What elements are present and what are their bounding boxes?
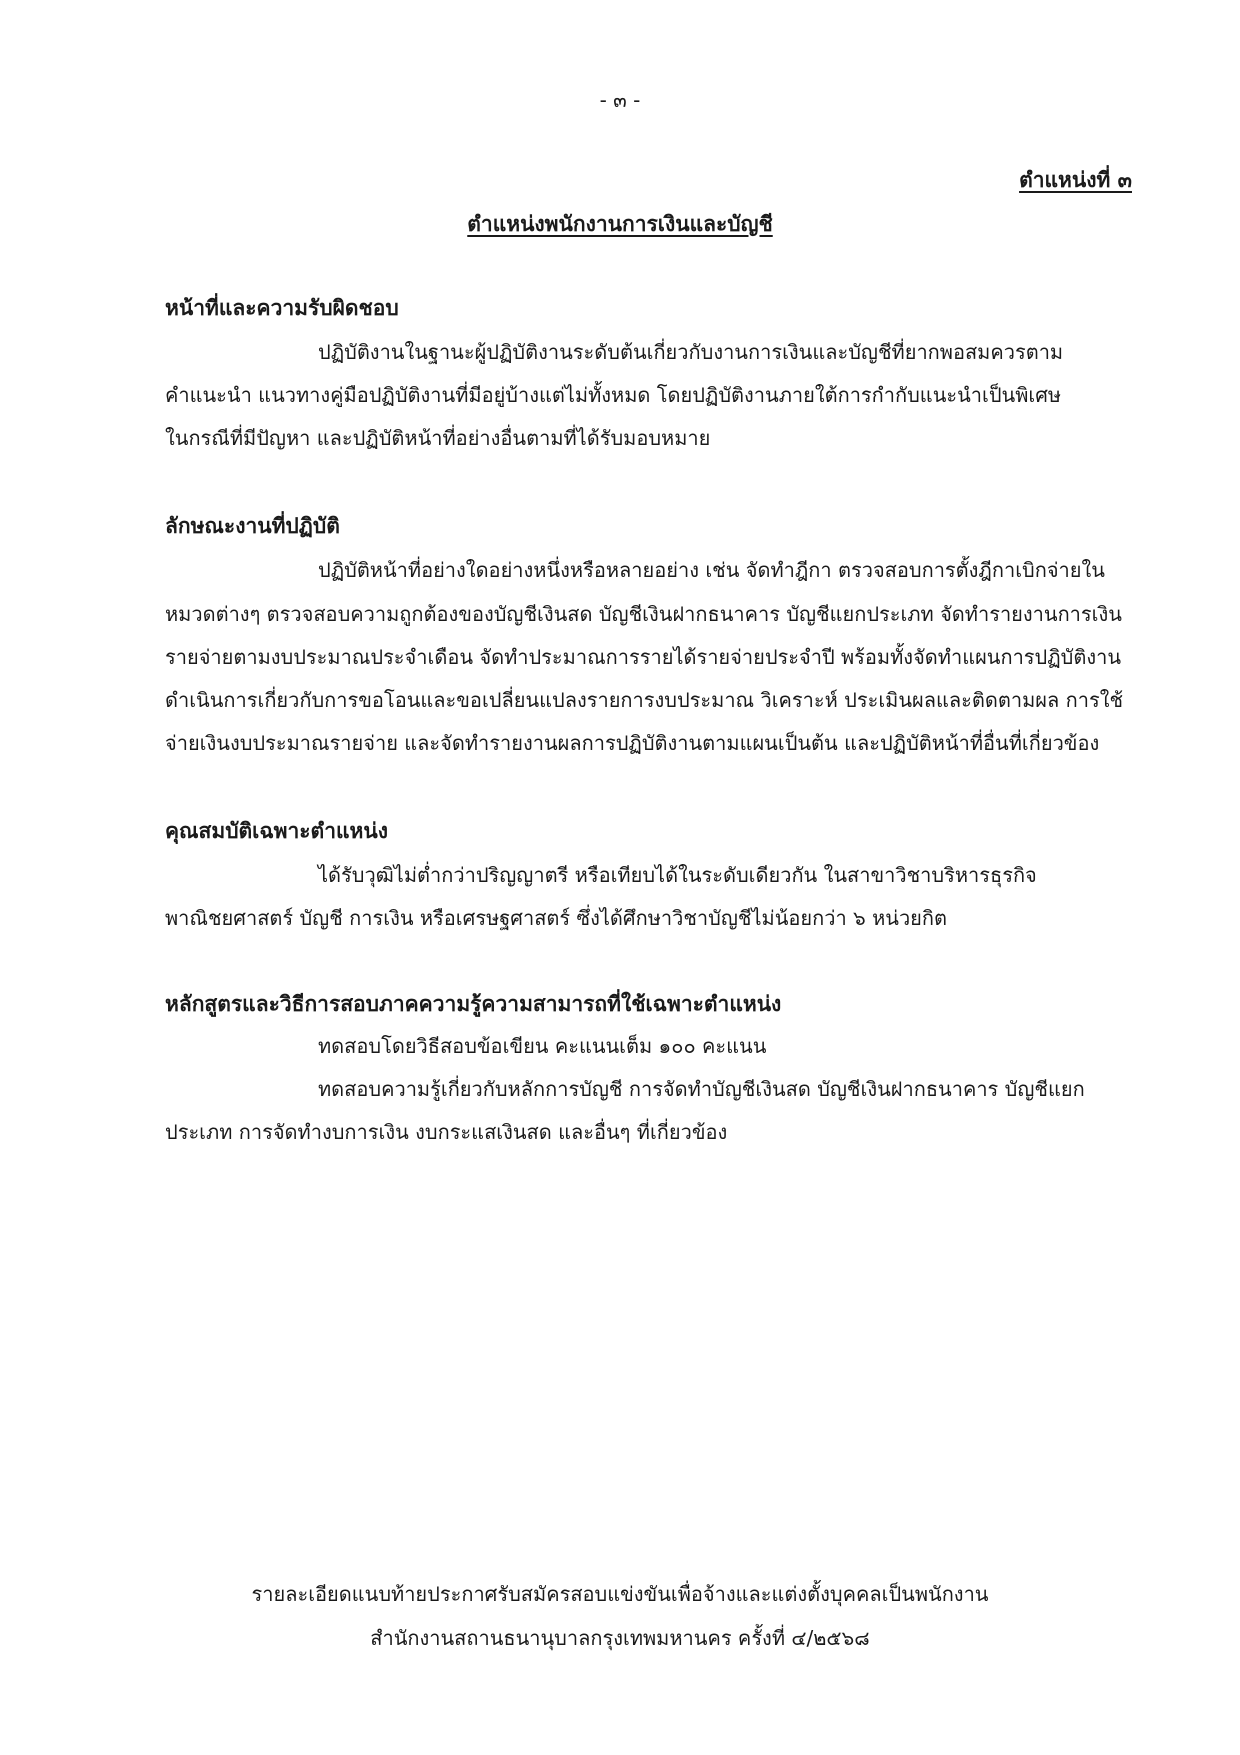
work-nature-line-5: จ่ายเงินงบประมาณรายจ่าย และจัดทำรายงานผลการปฏิบัติงานตามแผนเป็นต้น และปฏิบัติหน้าที่อื่นที่เกี่ยวข้อง <box>165 731 1100 755</box>
work-nature-line-1: ปฏิบัติหน้าที่อย่างใดอย่างหนึ่งหรือหลายอย่าง เช่น จัดทำฎีกา ตรวจสอบการตั้งฎีกาเบิกจ่ายใน <box>318 558 1105 582</box>
duties-line-1: ปฏิบัติงานในฐานะผู้ปฏิบัติงานระดับต้นเกี่ยวกับงานการเงินและบัญชีที่ยากพอสมควรตาม <box>318 340 1064 364</box>
work-nature-line-3: รายจ่ายตามงบประมาณประจำเดือน จัดทำประมาณการรายได้รายจ่ายประจำปี พร้อมทั้งจัดทำแผนการปฏิบัติงาน <box>165 645 1122 669</box>
work-nature-line-2: หมวดต่างๆ ตรวจสอบความถูกต้องของบัญชีเงินสด บัญชีเงินฝากธนาคาร บัญชีแยกประเภท จัดทำรายงานการเงิน <box>165 602 1122 626</box>
duties-line-3: ในกรณีที่มีปัญหา และปฏิบัติหน้าที่อย่างอื่นตามที่ได้รับมอบหมาย <box>165 426 711 450</box>
exam-line-1: ทดสอบโดยวิธีสอบข้อเขียน คะแนนเต็ม ๑๐๐ คะแนน <box>318 1034 767 1058</box>
position-label: ตำแหน่งที่ ๓ <box>1019 168 1132 192</box>
qualifications-line-2: พาณิชยศาสตร์ บัญชี การเงิน หรือเศรษฐศาสตร์ ซึ่งได้ศึกษาวิชาบัญชีไม่น้อยกว่า ๖ หน่วยกิต <box>165 906 947 930</box>
section-heading-qualifications: คุณสมบัติเฉพาะตำแหน่ง <box>165 819 388 843</box>
page-number: - ๓ - <box>599 88 641 112</box>
footer-line-1: รายละเอียดแนบท้ายประกาศรับสมัครสอบแข่งขันเพื่อจ้างและแต่งตั้งบุคคลเป็นพนักงาน <box>251 1582 989 1606</box>
document-title: ตำแหน่งพนักงานการเงินและบัญชี <box>467 212 773 236</box>
section-heading-exam: หลักสูตรและวิธีการสอบภาคความรู้ความสามารถที่ใช้เฉพาะตำแหน่ง <box>165 992 782 1016</box>
exam-line-2: ทดสอบความรู้เกี่ยวกับหลักการบัญชี การจัดทำบัญชีเงินสด บัญชีเงินฝากธนาคาร บัญชีแยก <box>318 1077 1085 1101</box>
exam-line-3: ประเภท การจัดทำงบการเงิน งบกระแสเงินสด และอื่นๆ ที่เกี่ยวข้อง <box>165 1120 728 1144</box>
work-nature-line-4: ดำเนินการเกี่ยวกับการขอโอนและขอเปลี่ยนแปลงรายการงบประมาณ วิเคราะห์ ประเมินผลและติดตามผล การใช้ <box>165 688 1124 712</box>
section-heading-duties: หน้าที่และความรับผิดชอบ <box>165 296 399 320</box>
qualifications-line-1: ได้รับวุฒิไม่ต่ำกว่าปริญญาตรี หรือเทียบได้ในระดับเดียวกัน ในสาขาวิชาบริหารธุรกิจ <box>318 863 1037 887</box>
section-heading-work-nature: ลักษณะงานที่ปฏิบัติ <box>165 514 340 538</box>
duties-line-2: คำแนะนำ แนวทางคู่มือปฏิบัติงานที่มีอยู่บ้างแต่ไม่ทั้งหมด โดยปฏิบัติงานภายใต้การกำกับแนะนำเป็นพิเศษ <box>165 383 1062 407</box>
footer-line-2: สำนักงานสถานธนานุบาลกรุงเทพมหานคร ครั้งที่ ๔/๒๕๖๘ <box>370 1626 870 1650</box>
